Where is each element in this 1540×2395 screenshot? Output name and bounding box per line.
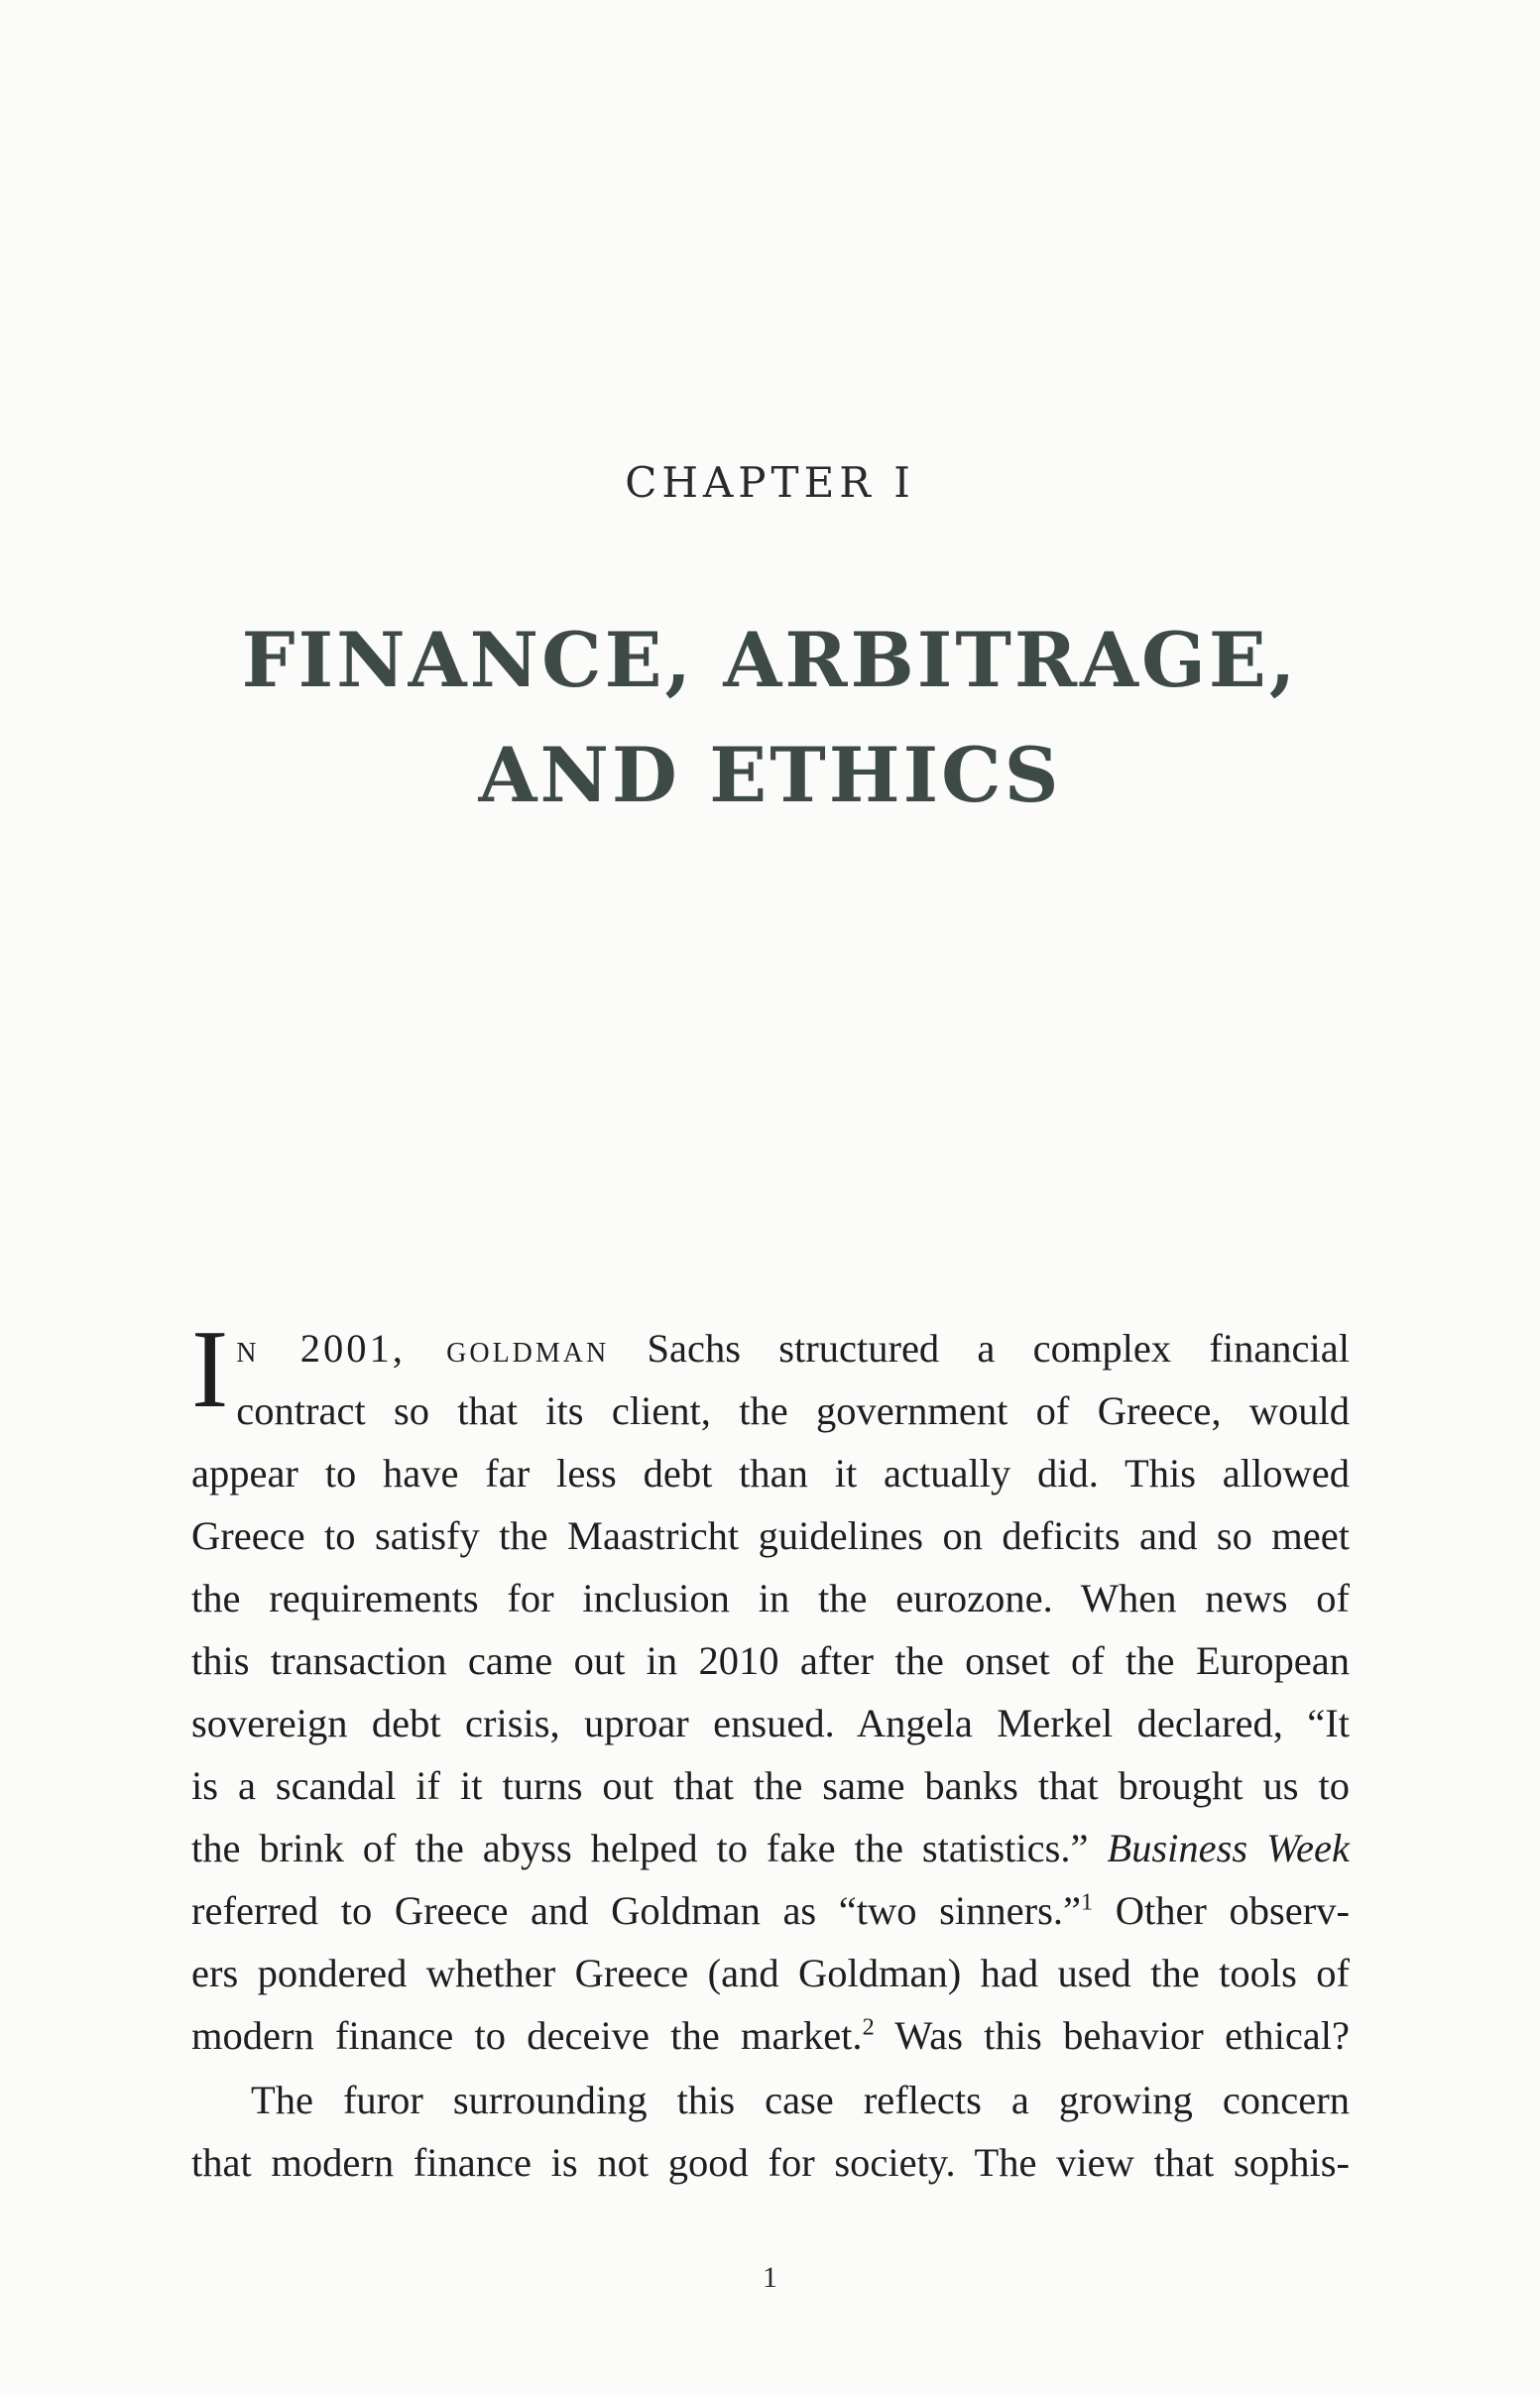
opening-smallcaps: n 2001, goldman [236,1326,610,1371]
text-line [191,1879,1350,1942]
text-line: ers pondered whether Greece (and Goldman) had used the tools of [191,1951,1350,1995]
text-line: appear to have far less debt than it actually did. This allowed [191,1451,1350,1496]
chapter-title-line-1: FINANCE, ARBITRAGE, [241,616,1299,704]
text-line [191,2004,1350,2067]
text-fragment: the brink of the abyss helped to fake the statistics.” [191,1826,1108,1870]
text-line: sovereign debt crisis, uproar ensued. Angela Merkel declared, “It [191,1701,1350,1745]
text-line: this transaction came out in 2010 after the onset of the European [191,1638,1350,1683]
text-line: is a scandal if it turns out that the same banks that brought us to [191,1763,1350,1808]
text-line: contract so that its client, the government of Greece, would [236,1388,1350,1433]
text-fragment: Sachs structured a complex financial [609,1326,1351,1371]
text-line: Greece to satisfy the Maastricht guidelines on deficits and so meet [191,1513,1350,1558]
footnote-ref[interactable]: 1 [1080,1888,1094,1916]
text-line: the requirements for inclusion in the eurozone. When news of [191,1576,1350,1620]
text-line [191,1817,1350,1879]
chapter-title [0,603,1540,833]
text-line: that modern finance is not good for society. The view that sophis- [191,2140,1350,2185]
page-number: 1 [763,2261,777,2294]
text-fragment: Was this behavior ethical? [874,2013,1350,2058]
footnote-ref[interactable]: 2 [862,2013,875,2041]
chapter-title-line-2: AND ETHICS [478,731,1062,819]
chapter-label: CHAPTER I [625,458,915,507]
drop-cap: I [191,1308,229,1431]
italic-title: Business Week [1107,1826,1350,1870]
body-text [191,1308,1351,2194]
text-fragment: modern finance to deceive the market. [191,2013,863,2058]
text-fragment: referred to Greece and Goldman as “two sinners.” [191,1888,1081,1933]
paragraph-1 [191,1308,1351,2067]
text-line: The furor surrounding this case reflects a growing concern [251,2078,1350,2122]
paragraph-2 [191,2069,1350,2194]
text-line [191,1317,1350,1379]
text-fragment: Other observ- [1093,1888,1350,1933]
